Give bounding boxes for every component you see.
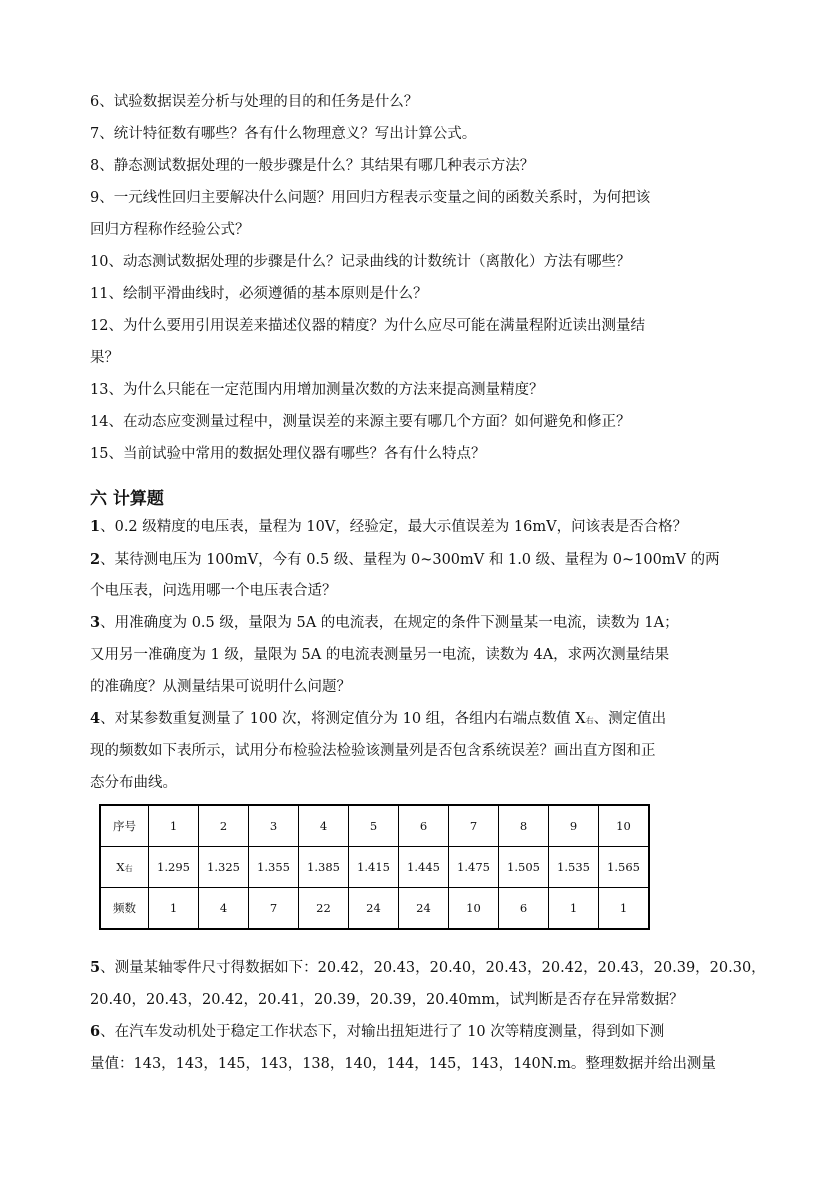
problem-4-text: 、对某参数重复测量了 100 次，将测定值分为 10 组，各组内右端点数值 X (100, 711, 586, 727)
table-row (100, 847, 649, 888)
problem-4-text-after: 、测定值出 (593, 711, 667, 727)
problem-3-cont-1: 又用另一准确度为 1 级，量限为 5A 的电流表测量另一电流，读数为 4A，求两次测量结果 (90, 647, 670, 663)
problem-4-cont-1: 现的频数如下表所示，试用分布检验法检验该测量列是否包含系统误差？画出直方图和正 (90, 743, 656, 759)
problem-5-number: 5 (90, 959, 101, 976)
question-14: 14、在动态应变测量过程中，测量误差的来源主要有哪几个方面？如何避免和修正？ (90, 414, 631, 430)
frequency-table (99, 804, 650, 930)
table-cell: 1.475 (449, 847, 499, 888)
table-cell: 7 (449, 805, 499, 847)
table-cell: 5 (349, 805, 399, 847)
table-cell: 1 (599, 888, 650, 930)
table-row (100, 888, 649, 930)
table-cell: 1 (149, 888, 199, 930)
table-cell: 10 (599, 805, 650, 847)
problem-4-subscript: 右 (585, 716, 594, 725)
question-9: 9、一元线性回归主要解决什么问题？用回归方程表示变量之间的函数关系时，为何把该 (90, 190, 651, 206)
table-cell: 24 (349, 888, 399, 930)
table-cell: 22 (299, 888, 349, 930)
table-cell: 3 (249, 805, 299, 847)
question-11: 11、绘制平滑曲线时，必须遵循的基本原则是什么？ (90, 286, 428, 302)
question-9-cont: 回归方程称作经验公式？ (90, 222, 250, 238)
table-cell: 1.385 (299, 847, 349, 888)
table-cell: 1.505 (499, 847, 549, 888)
table-cell: 6 (499, 888, 549, 930)
table-header-cell: 频数 (100, 888, 149, 930)
x-label: X (116, 860, 125, 874)
question-15: 15、当前试验中常用的数据处理仪器有哪些？各有什么特点？ (90, 446, 486, 462)
problem-6-text: 、在汽车发动机处于稳定工作状态下，对输出扭矩进行了 10 次等精度测量，得到如下测 (100, 1024, 665, 1040)
problem-5 (90, 959, 766, 977)
problem-2-cont: 个电压表，问选用哪一个电压表合适？ (90, 583, 337, 599)
table-cell: 1.535 (549, 847, 599, 888)
problem-5-cont: 20.40，20.43，20.42，20.41，20.39，20.39，20.40mm，试判断是否存在异常数据？ (90, 992, 684, 1008)
problem-1-text: 、0.2 级精度的电压表，量程为 10V，经验定，最大示值误差为 16mV，问该表是否合格？ (100, 519, 688, 535)
problem-1-number: 1 (90, 518, 101, 535)
table-cell: 1.325 (199, 847, 249, 888)
problem-2 (90, 551, 720, 569)
table-cell: 1 (149, 805, 199, 847)
problem-1 (90, 518, 687, 536)
table-header-cell (100, 847, 149, 888)
table-cell: 10 (449, 888, 499, 930)
table-cell: 2 (199, 805, 249, 847)
question-12: 12、为什么要用引用误差来描述仪器的精度？为什么应尽可能在满量程附近读出测量结 (90, 318, 645, 334)
table-cell: 1.445 (399, 847, 449, 888)
table-row (100, 805, 649, 847)
question-7: 7、统计特征数有哪些？各有什么物理意义？写出计算公式。 (90, 126, 477, 142)
table-cell: 6 (399, 805, 449, 847)
question-10: 10、动态测试数据处理的步骤是什么？记录曲线的计数统计（离散化）方法有哪些？ (90, 254, 631, 270)
problem-5-text: 、测量某轴零件尺寸得数据如下：20.42，20.43，20.40，20.43，20.42，20.43，20.39，20.30， (100, 960, 766, 976)
problem-3-text: 、用准确度为 0.5 级，量限为 5A 的电流表，在规定的条件下测量某一电流，读数为 1A； (100, 615, 679, 631)
problem-4-number: 4 (90, 710, 101, 727)
problem-6 (90, 1023, 664, 1041)
table-cell: 4 (199, 888, 249, 930)
problem-6-number: 6 (90, 1023, 101, 1040)
problem-3-number: 3 (90, 614, 101, 631)
question-12-cont: 果？ (90, 350, 119, 366)
table-cell: 8 (499, 805, 549, 847)
table-cell: 1.355 (249, 847, 299, 888)
problem-6-cont: 量值：143，143，145，143，138，140，144，145，143，140N.m。整理数据并给出测量 (90, 1056, 716, 1072)
problem-4-cont-2: 态分布曲线。 (90, 775, 177, 791)
table-cell: 1 (549, 888, 599, 930)
x-label-subscript: 右 (124, 864, 133, 873)
question-6: 6、试验数据误差分析与处理的目的和任务是什么？ (90, 94, 419, 110)
question-13: 13、为什么只能在一定范围内用增加测量次数的方法来提高测量精度？ (90, 382, 544, 398)
problem-4 (90, 710, 666, 730)
question-8: 8、静态测试数据处理的一般步骤是什么？其结果有哪几种表示方法？ (90, 158, 535, 174)
problem-2-text: 、某待测电压为 100mV，今有 0.5 级、量程为 0~300mV 和 1.0 级、量程为 0~100mV 的两 (100, 552, 720, 568)
table-cell: 24 (399, 888, 449, 930)
table-header-cell: 序号 (100, 805, 149, 847)
table-cell: 7 (249, 888, 299, 930)
problem-3-cont-2: 的准确度？从测量结果可说明什么问题？ (90, 679, 351, 695)
problem-2-number: 2 (90, 551, 101, 568)
table-cell: 1.415 (349, 847, 399, 888)
table-cell: 1.565 (599, 847, 650, 888)
table-cell: 4 (299, 805, 349, 847)
section-heading: 六 计算题 (90, 489, 164, 509)
problem-3 (90, 614, 679, 632)
table-cell: 1.295 (149, 847, 199, 888)
table-cell: 9 (549, 805, 599, 847)
